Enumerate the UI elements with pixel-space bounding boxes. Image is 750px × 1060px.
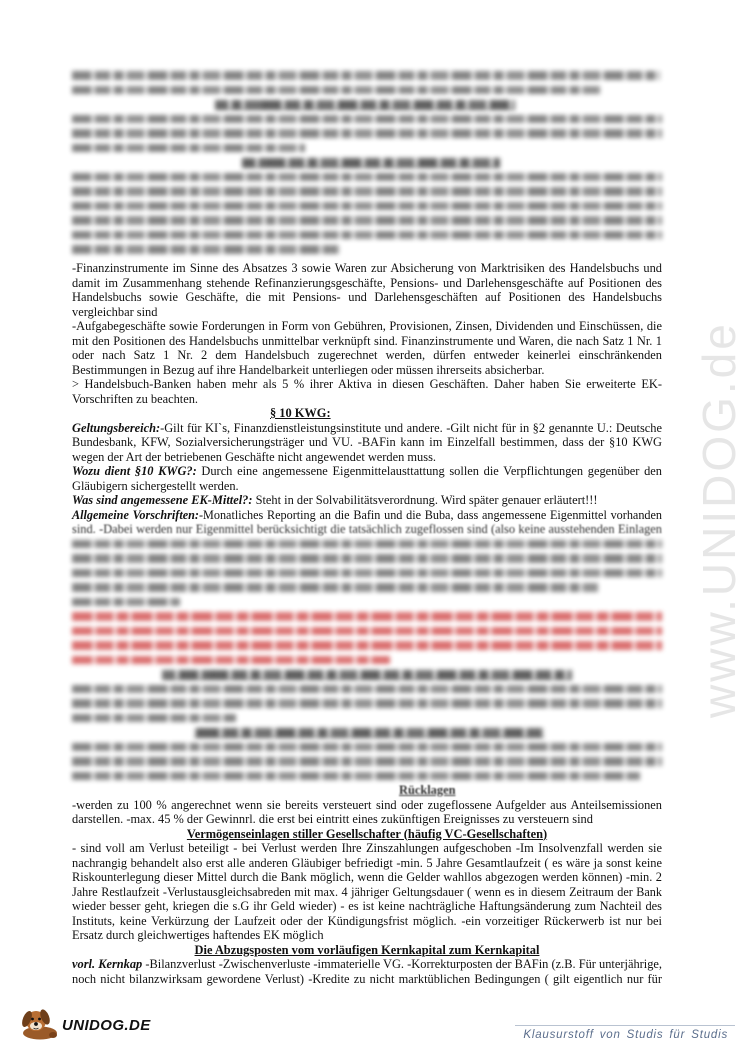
section-heading [72, 943, 662, 958]
blurred-text-line [72, 126, 662, 141]
blurred-heading-line [72, 97, 662, 112]
blurred-text [72, 86, 600, 95]
text-line: Bestimmungen in Bezug auf ihre Handelbarkeit unterliegen oder müssen ihrerseits absicherbar. [72, 362, 545, 377]
text-line: sind. -Dabei werden nur Eigenmittel berücksichtigt die tatsächlich zugeflossen sind (also keine ausstehenden Einlagen [72, 522, 662, 536]
section-heading [72, 827, 662, 842]
blurred-text [72, 173, 662, 182]
blurred-text [194, 728, 544, 738]
document-body [72, 261, 662, 986]
blurred-text [215, 100, 515, 110]
blurred-text [72, 699, 662, 708]
text-line: -Finanzinstrumente im Sinne des Absatzes 3 sowie Waren zur Absicherung von Marktrisiken des Handelsbuchs und [72, 261, 662, 275]
blurred-text [72, 202, 662, 211]
section-heading-text: Die Abzugsposten vom vorläufigen Kernkapital zum Kernkapital [194, 942, 540, 957]
text-line [72, 493, 662, 508]
blurred-text [72, 612, 662, 621]
section-heading [72, 406, 662, 421]
blurred-text-line [72, 537, 662, 552]
blurred-text-line [72, 184, 662, 199]
text-line: Bundesbank, KFW, Sozialversicherungsträger und VU. -BAFin kann im Einzelfall bestimmen, dass der §10 KWG [72, 435, 662, 449]
blurred-text-line [72, 754, 662, 769]
text-line: damit im Zusammenhang stehende Refinanzierungsgeschäfte, Pensions- und Darlehensgeschäfte auf Positionen des [72, 275, 662, 290]
text-line: Instituts, keine Verkürzung der Laufzeit oder der Kündigungsfrist möglich. -ein vorzeitiger Rückerwerb ist nur bei [72, 913, 662, 928]
text-line: noch nicht bilanzwirksam gewordene Verlust) -Kredite zu nicht marktüblichen Bedingungen ( gilt eigentlich nur für [72, 971, 662, 986]
term-label: vorl. Kernkap [72, 957, 143, 971]
blurred-text [162, 670, 572, 680]
text-line: Jahre Restlaufzeit -Verlustausgleichsabreden mit max. 4 jähriger Geltungsdauer ( wenn es in diesem Zeitraum der Bank [72, 884, 662, 899]
term-definition: -Bilanzverlust -Zwischenverluste -immaterielle VG. -Korrekturposten der BAFin (z.B. Für unterjährige, [142, 957, 662, 971]
blurred-text-line [72, 580, 662, 595]
blurred-text [72, 540, 662, 549]
blurred-text-line [72, 551, 662, 566]
blurred-text [72, 187, 662, 196]
text-line: Vorschriften zu beachten. [72, 391, 199, 406]
text-line: vergleichbar sind [72, 304, 158, 319]
blurred-text [72, 245, 340, 254]
section-heading-text: Vermögenseinlagen stiller Gesellschafter (häufig VC-Gesellschaften) [186, 826, 548, 841]
blurred-text-line [72, 740, 662, 755]
blurred-text [72, 115, 662, 124]
dog-logo-icon [18, 1005, 60, 1046]
text-line: mit den Positionen des Handelsbuchs unmittelbar verknüpft sind. Finanzinstrumente und Waren, die nach Satz 1 Nr. 1 [72, 333, 662, 348]
blurred-text [72, 231, 662, 240]
text-line [72, 508, 662, 523]
text-line: Riskounterlegung dieser Mittel durch die Bank möglich, wenn die Gelder wahllos abgezogen werden können) -min. 2 [72, 870, 662, 884]
blurred-text-line [72, 609, 662, 624]
blurred-text [72, 216, 662, 225]
section-heading [72, 783, 662, 798]
blurred-text [72, 129, 662, 138]
logo-wordmark: UNIDOG.DE [62, 1016, 151, 1034]
text-line: wegen der Art der betriebenen Geschäfte nicht angewendet werden muss. [72, 449, 436, 464]
term-definition: -Gilt für KI`s, Finanzdienstleistungsinstitute und andere. -Gilt nicht für in §2 genannte U.: Deutsche [160, 420, 662, 435]
blurred-heading-line [72, 667, 662, 682]
blurred-text [72, 569, 662, 578]
text-line: nachrangig behandelt also erst alle anderen Gläubiger befriedigt -min. 5 Jahre Gesamtlaufzeit ( es wäre ja sonst keine [72, 855, 662, 870]
blurred-text [72, 627, 662, 636]
blurred-text [72, 583, 598, 592]
text-line: - sind voll am Verlust beteiligt - bei Verlust werden Ihre Zinszahlungen aufgeschoben -Im Insolvenzfall werden sie [72, 841, 662, 855]
text-line [72, 421, 662, 436]
blurred-text [72, 641, 662, 650]
text-line: Ersatz durch gleichwertiges haftendes EK möglich [72, 928, 324, 942]
footer-tagline: Klausurstoff von Studis für Studis [523, 1029, 728, 1041]
blurred-text [72, 772, 640, 781]
text-line: Gläubigern sichergestellt werden. [72, 478, 239, 493]
blurred-text-line [72, 682, 662, 697]
blurred-text-line [72, 696, 662, 711]
blurred-text [72, 757, 662, 766]
blurred-section-top [72, 68, 662, 257]
blurred-text [242, 158, 500, 168]
blurred-text [72, 554, 662, 563]
watermark-text: www.UNIDOG.de [693, 321, 745, 719]
text-line: > Handelsbuch-Banken haben mehr als 5 % ihrer Aktiva in diesen Geschäften. Daher haben Sie erweiterte EK- [72, 377, 662, 391]
blurred-section-middle [72, 537, 662, 784]
text-line [72, 464, 662, 479]
blurred-text-line [72, 638, 662, 653]
unidog-logo [18, 1006, 151, 1044]
blurred-text-line [72, 83, 662, 98]
blurred-heading-line [72, 155, 662, 170]
text-line: oder nach Satz 1 Nr. 2 dem Handelsbuch zugerechnet werden, dürfen entweder keinerlei einschränkenden [72, 348, 662, 362]
term-label: Allgemeine Vorschriften: [72, 507, 199, 522]
blurred-text [72, 71, 660, 80]
blurred-text-line [72, 595, 662, 610]
blurred-text-line [72, 242, 662, 257]
term-label: Was sind angemessene EK-Mittel?: [72, 493, 253, 507]
term-definition: Steht in der Solvabilitätsverordnung. Wird später genauer erläutert!!! [252, 493, 598, 507]
blurred-text-line [72, 624, 662, 639]
term-label: Wozu dient §10 KWG?: [72, 464, 197, 478]
blurred-text [72, 714, 236, 723]
text-line: wieder besser geht, kriegen die s.G ihr Geld wieder) - es ist keine nachträgliche Haftungsänderung zum Nachteil des [72, 899, 662, 913]
blurred-text-line [72, 170, 662, 185]
blurred-text [72, 656, 390, 665]
blurred-text-line [72, 769, 662, 784]
section-heading-text: § 10 KWG: [270, 406, 331, 420]
text-line: Handelsbuchs sowie Geschäfte, die mit Pensions- und Darlehensgeschäften auf Positionen des Handelsbuchs [72, 290, 662, 304]
blurred-text-line [72, 112, 662, 127]
blurred-text [72, 685, 662, 694]
blurred-text-line [72, 68, 662, 83]
section-heading-text: Rücklagen [399, 783, 456, 797]
term-definition: -Monatliches Reporting an die Bafin und die Buba, dass angemessene Eigenmittel vorhanden [198, 507, 663, 522]
blurred-text-line [72, 141, 662, 156]
blurred-text-line [72, 228, 662, 243]
footer-divider [515, 1025, 735, 1026]
term-definition: Durch eine angemessene Eigenmittelausttattung sollen die Verpflichtungen gegenüber den [196, 464, 662, 478]
text-line: -werden zu 100 % angerechnet wenn sie bereits versteuert sind oder zugeflossene Aufgelder aus Anteilsemissionen [72, 797, 662, 812]
blurred-text [72, 144, 305, 153]
text-line [72, 957, 662, 972]
blurred-heading-line [72, 725, 662, 740]
blurred-text-line [72, 213, 662, 228]
term-label: Geltungsbereich: [72, 420, 161, 435]
blurred-text-line [72, 199, 662, 214]
text-line: darstellen. -max. 45 % der Gewinnrl. die erst bei eintritt eines zukünftigen Ereignisses zu versteuern sind [72, 812, 593, 826]
text-line: -Aufgabegeschäfte sowie Forderungen in Form von Gebühren, Provisionen, Zinsen, Dividenden und Einschüssen, die [72, 319, 662, 333]
blurred-text [72, 743, 662, 752]
blurred-text-line [72, 566, 662, 581]
blurred-text-line [72, 653, 662, 668]
blurred-text [72, 598, 180, 607]
blurred-text-line [72, 711, 662, 726]
